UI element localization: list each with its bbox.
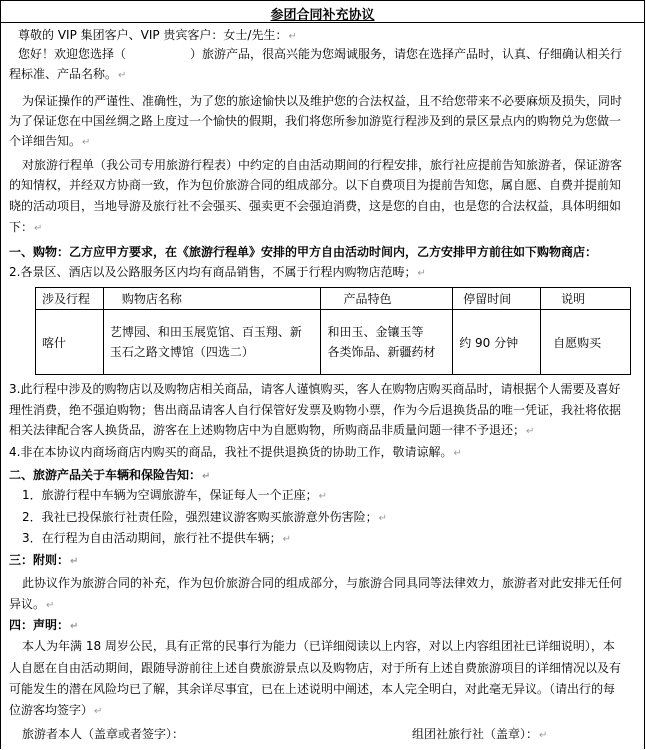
header-stay-time: 停留时间 [453,288,541,310]
section2-item-3: 3．在行程为自由活动期间，旅行社不提供车辆；↵ [22,531,292,545]
paragraph-mark-icon: ↵ [82,137,91,148]
section4-heading: 四：声明：↵ [9,618,79,632]
header-note: 说明 [541,288,631,310]
paragraph-mark-icon: ↵ [94,706,103,717]
paragraph-mark-icon: ↵ [70,621,79,632]
item-3-line-3: 相关法律配合客人换货品，游客在上述购物店中为自愿购物，所购商品非质量问题一律不予退还；↵ [9,423,535,437]
greeting-line: 尊敬的 VIP 集团客户、VIP 贵宾客户：女士/先生：↵ [18,28,297,42]
paragraph-mark-icon: ↵ [202,471,211,482]
cell-product-feature: 和田玉、金镶玉等 各类饰品、新疆药材 [321,310,453,375]
paragraph-mark-icon: ↵ [282,534,292,545]
section4-line-3: 可能发生的潜在风险均已了解，其余详尽事宜，已在上述说明中阐述，本人完全明白，对此毫无异议。（请出行的每 [9,682,616,696]
section4-line-4: 位游客均签字）↵ [9,703,103,717]
cell-stay-time: 约 90 分钟 [453,310,541,375]
item-2: 2.各景区、酒店以及公路服务区内均有商品销售，不属于行程内购物店范畴；↵ [9,265,426,279]
para2-line-3: 晓的活动项目，当地导游及旅行社不会强买、强卖更不会强迫消费，这是您的自由，也是您的合法权益，具体明细如 [9,199,622,213]
header-product-feature: 产品特色 [321,288,453,310]
section2-item-2: 2．我社已投保旅行社责任险，强烈建议游客购买旅游意外伤害险；↵ [22,510,388,524]
paragraph-mark-icon: ↵ [34,223,43,234]
item-3-line-1: 3.此行程中涉及的购物店以及购物店相关商品，请客人谨慎购买，客人在购物店购买商品时，请根据个人需要及喜好 [9,382,621,396]
section4-line-1: 本人为年满 18 周岁公民，具有正常的民事行为能力（已详细阅读以上内容，对以上内容组团社已详细说明），本 [22,639,615,653]
section3-line-1: 此协议作为旅游合同的补充，作为包价旅游合同的组成部分，与旅游合同具同等法律效力，旅游者对此安排无任何 [22,576,623,590]
para1-line-3: 个详细告知。↵ [9,134,91,148]
section4-line-2: 人自愿在自由活动期间，跟随导游前往上述自费旅游景点以及购物店，对于所有上述自费旅游项目的详细情况以及有 [9,661,622,675]
section3-heading: 三：附则：↵ [9,553,79,567]
paragraph-mark-icon: ↵ [378,513,388,524]
title-divider [0,22,645,23]
para2-line-4: 下：↵ [9,220,43,234]
paragraph-mark-icon: ↵ [539,730,548,741]
cell-note: 自愿购买 [541,310,631,375]
document-title: 参团合同补充协议 [270,8,375,23]
paragraph-mark-icon: ↵ [417,268,426,279]
paragraph-mark-icon: ↵ [46,600,55,611]
paragraph-mark-icon: ↵ [318,491,328,502]
cell-shop-name: 艺博园、和田玉展览馆、百玉翔、新 玉石之路文博馆（四选二） [103,310,321,375]
agency-signature-field: 组团社旅行社（盖章）：↵ [412,727,548,741]
item-4: 4.非在本协议内商场商店内购买的商品，我社不提供退换货的协助工作，敬请谅解。↵ [9,445,462,459]
intro-line-1: 您好！欢迎您选择（ ）旅游产品，很高兴能为您竭诚服务，请您在选择产品时，认真、仔细确认相关行 [18,47,623,61]
para1-line-2: 为了保证您在中国丝绸之路上度过一个愉快的假期，我们将您所参加游览行程涉及到的景区景点内的购物兑为您做一 [9,114,622,128]
paragraph-mark-icon: ↵ [70,556,79,567]
paragraph-mark-icon: ↵ [526,426,535,437]
section3-line-2: 异议。↵ [9,597,55,611]
header-shop-name: 购物店名称 [103,288,321,310]
shopping-table [35,287,631,375]
paragraph-mark-icon: ↵ [453,448,462,459]
section2-heading: 二、旅游产品关于车辆和保险告知：↵ [9,468,211,482]
para2-line-1: 对旅游行程单（我公司专用旅游行程表）中约定的自由活动期间的行程安排，旅行社应提前告知旅游者，保证游客 [22,158,623,172]
header-route: 涉及行程 [36,288,104,310]
table-row [36,310,631,375]
tourist-signature-field: 旅游者本人（盖章或者签字）： [22,727,185,741]
para1-line-1: 为保证操作的严谨性、准确性，为了您的旅途愉快以及维护您的合法权益，且不给您带来不必要麻烦及损失，同时 [22,94,623,108]
table-header-row [36,288,631,310]
paragraph-mark-icon: ↵ [288,31,297,42]
section2-item-1: 1．旅游行程中车辆为空调旅游车，保证每人一个正座；↵ [22,488,328,502]
paragraph-mark-icon: ↵ [118,70,127,81]
item-3-line-2: 理性消费，绝不强迫购物；售出商品请客人自行保管好发票及购物小票，作为今后退换货品的唯一凭证，我社将依据 [9,403,622,417]
cell-route: 喀什 [36,310,104,375]
para2-line-2: 的知情权，并经双方协商一致，作为包价旅游合同的组成部分。以下自费项目为提前告知您，属自愿、自费并提前知 [9,178,622,192]
section1-heading: 一、购物：乙方应甲方要求，在《旅游行程单》安排的甲方自由活动时间内，乙方安排甲方前往如下购物商店： [9,245,598,259]
intro-line-2: 程标准、产品名称。↵ [9,67,127,81]
